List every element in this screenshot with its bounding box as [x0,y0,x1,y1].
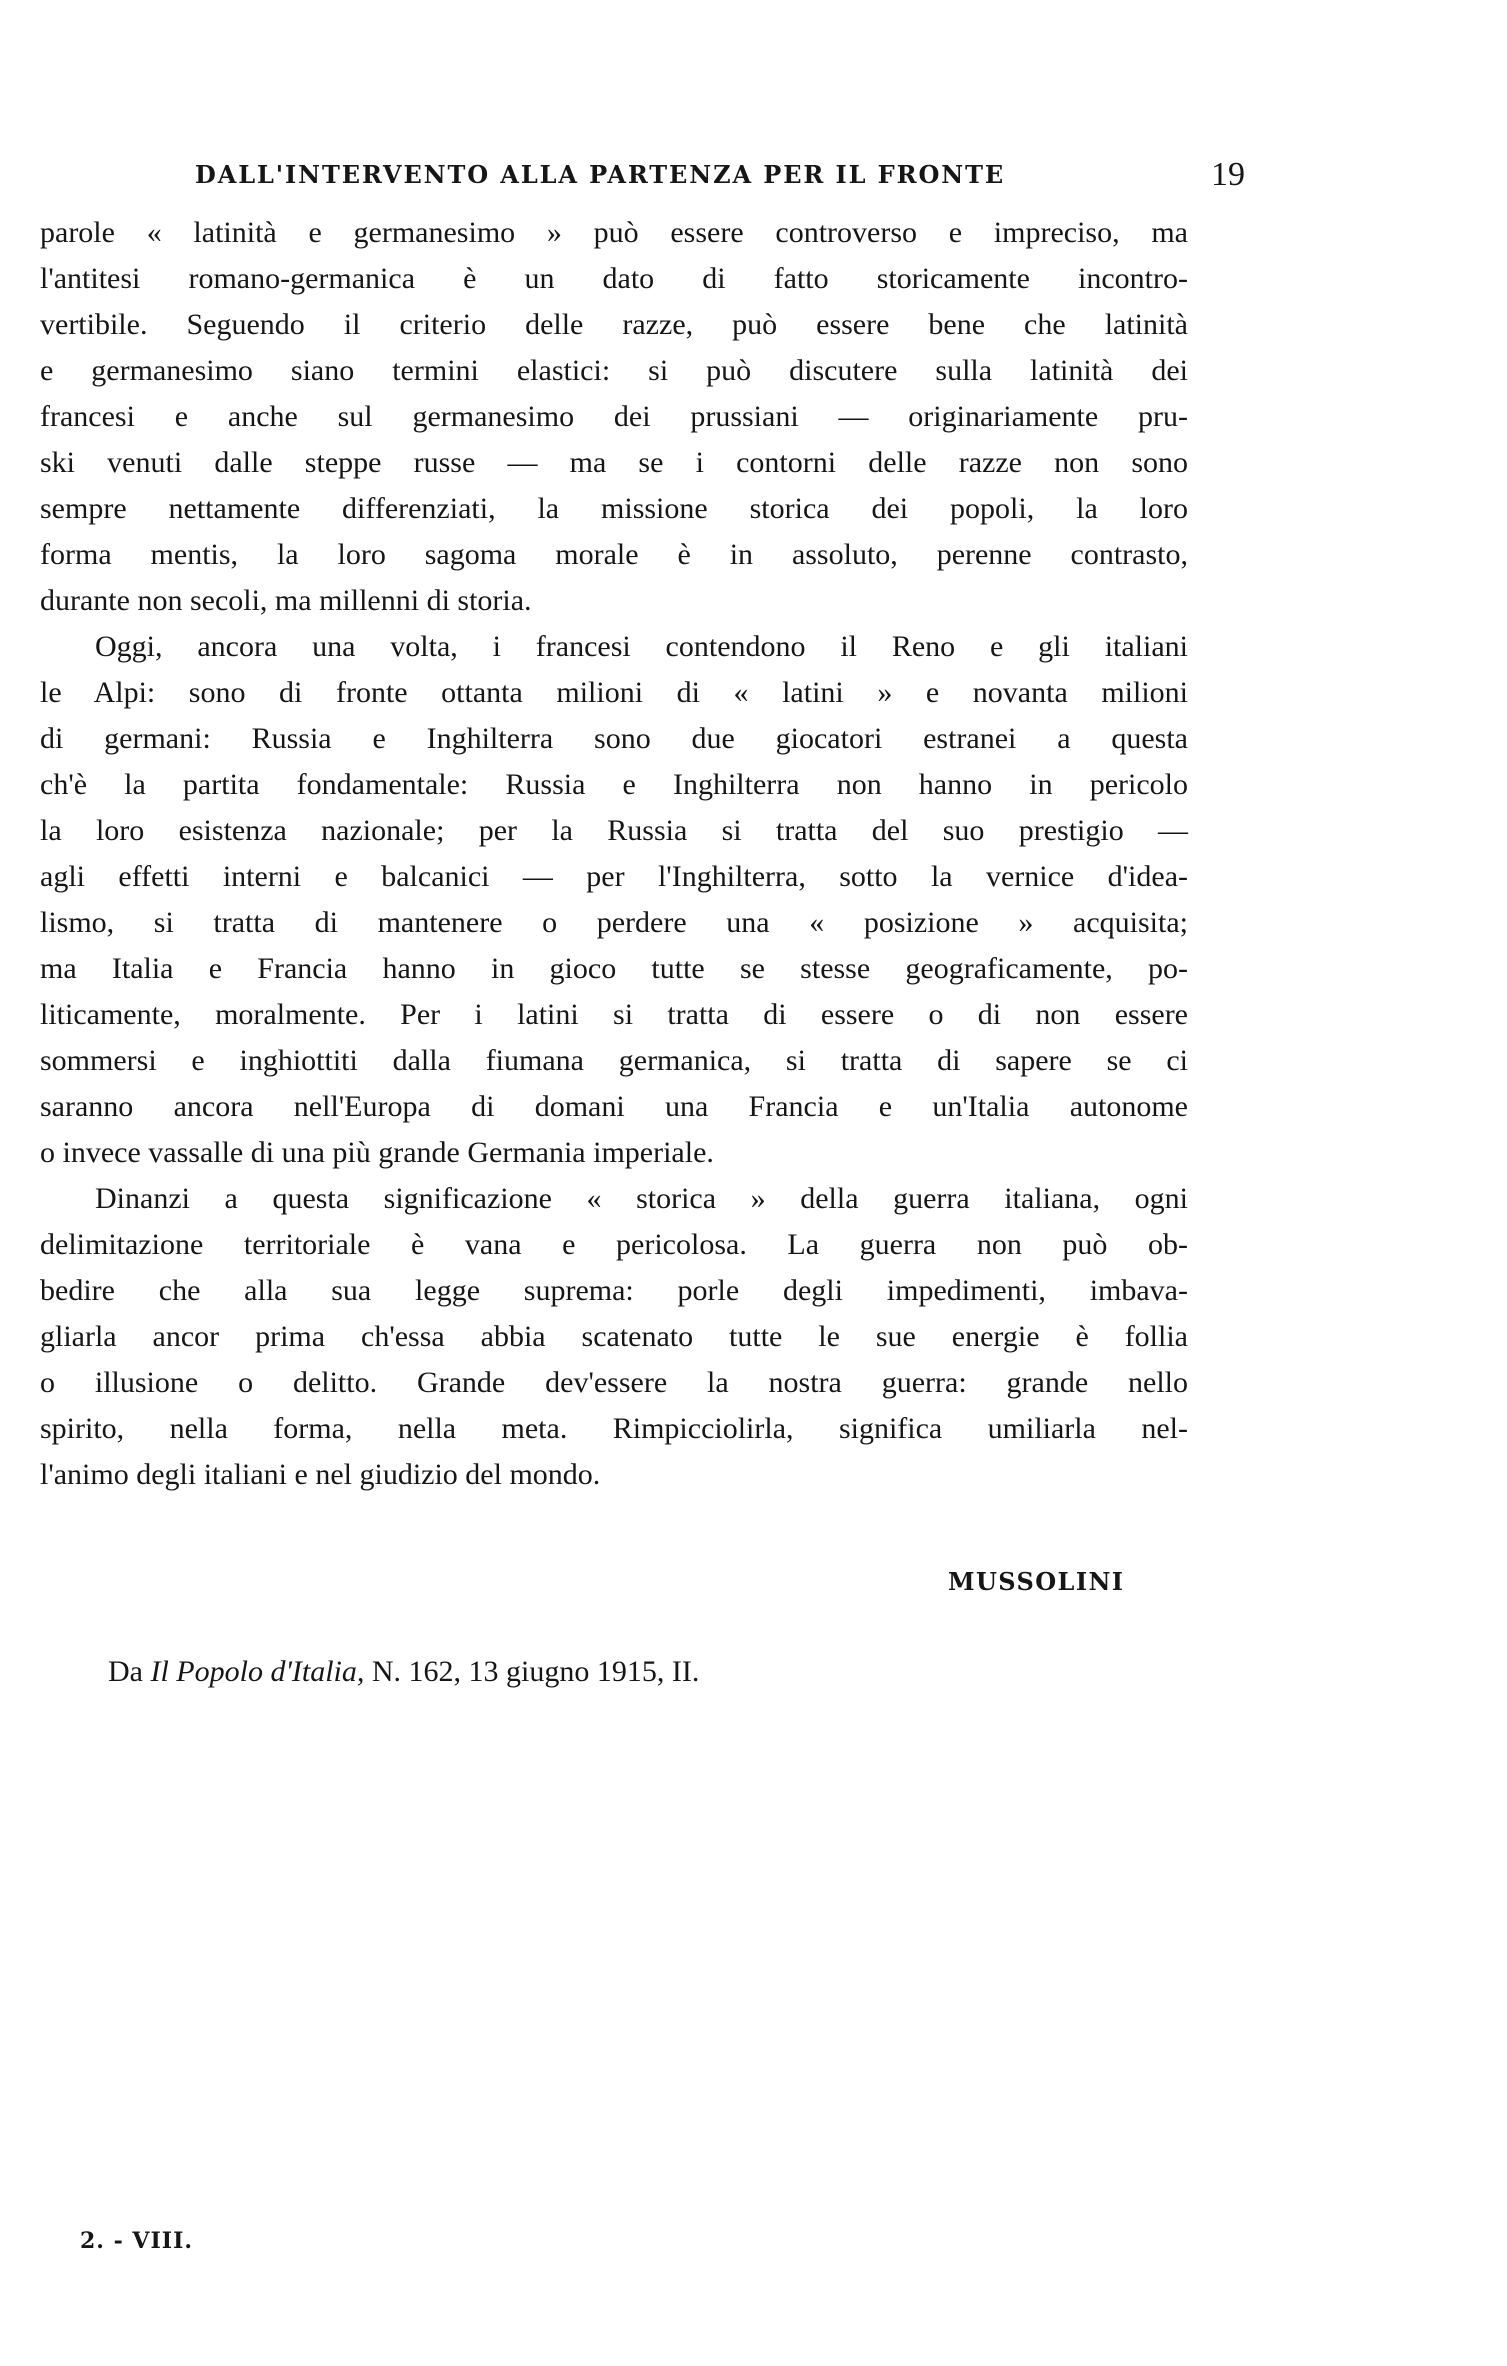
article-body [40,210,1188,1498]
text-line: le Alpi: sono di fronte ottanta milioni di « latini » e novanta milioni [40,676,1188,709]
text-line: francesi e anche sul germanesimo dei prussiani — originariamente pru- [40,400,1188,433]
text-line: ski venuti dalle steppe russe — ma se i contorni delle razze non sono [40,446,1188,479]
text-line: di germani: Russia e Inghilterra sono due giocatori estranei a questa [40,722,1188,755]
text-line: spirito, nella forma, nella meta. Rimpicciolirla, significa umiliarla nel- [40,1412,1188,1445]
text-line: Oggi, ancora una volta, i francesi contendono il Reno e gli italiani [95,630,1188,663]
text-line: la loro esistenza nazionale; per la Russia si tratta del suo prestigio — [40,814,1188,847]
source-citation [108,1655,699,1689]
text-line: o invece vassalle di una più grande Germania imperiale. [40,1136,714,1169]
source-details: N. 162, 13 giugno 1915, II. [364,1655,700,1688]
text-line: vertibile. Seguendo il criterio delle razze, può essere bene che latinità [40,308,1188,341]
text-line: forma mentis, la loro sagoma morale è in assoluto, perenne contrasto, [40,538,1188,571]
signature-folio: 2. - VIII. [80,2228,194,2254]
source-publication: Il Popolo d'Italia, [150,1655,365,1688]
running-head [195,156,1245,196]
text-line: lismo, si tratta di mantenere o perdere una « posizione » acquisita; [40,906,1188,939]
text-line: sommersi e inghiottiti dalla fiumana germanica, si tratta di sapere se ci [40,1044,1188,1077]
author-signature: MUSSOLINI [948,1567,1125,1596]
text-line: durante non secoli, ma millenni di storia. [40,584,532,617]
text-line: agli effetti interni e balcanici — per l'Inghilterra, sotto la vernice d'idea- [40,860,1188,893]
text-line: liticamente, moralmente. Per i latini si tratta di essere o di non essere [40,998,1188,1031]
text-line: e germanesimo siano termini elastici: si può discutere sulla latinità dei [40,354,1188,387]
page-number: 19 [1211,156,1245,193]
text-line: saranno ancora nell'Europa di domani una Francia e un'Italia autonome [40,1090,1188,1123]
text-line: parole « latinità e germanesimo » può essere controverso e impreciso, ma [40,216,1188,249]
text-line: ma Italia e Francia hanno in gioco tutte se stesse geograficamente, po- [40,952,1188,985]
text-line: bedire che alla sua legge suprema: porle degli impedimenti, imbava- [40,1274,1188,1307]
text-line: delimitazione territoriale è vana e pericolosa. La guerra non può ob- [40,1228,1188,1261]
text-line: l'antitesi romano-germanica è un dato di fatto storicamente incontro- [40,262,1188,295]
text-line: ch'è la partita fondamentale: Russia e Inghilterra non hanno in pericolo [40,768,1188,801]
text-line: l'animo degli italiani e nel giudizio del mondo. [40,1458,601,1491]
text-line: gliarla ancor prima ch'essa abbia scatenato tutte le sue energie è follia [40,1320,1188,1353]
text-line: o illusione o delitto. Grande dev'essere la nostra guerra: grande nello [40,1366,1188,1399]
running-title: DALL'INTERVENTO ALLA PARTENZA PER IL FRONTE [195,160,1006,189]
source-prefix: Da [108,1655,151,1688]
text-line: sempre nettamente differenziati, la missione storica dei popoli, la loro [40,492,1188,525]
text-line: Dinanzi a questa significazione « storica » della guerra italiana, ogni [95,1182,1188,1215]
